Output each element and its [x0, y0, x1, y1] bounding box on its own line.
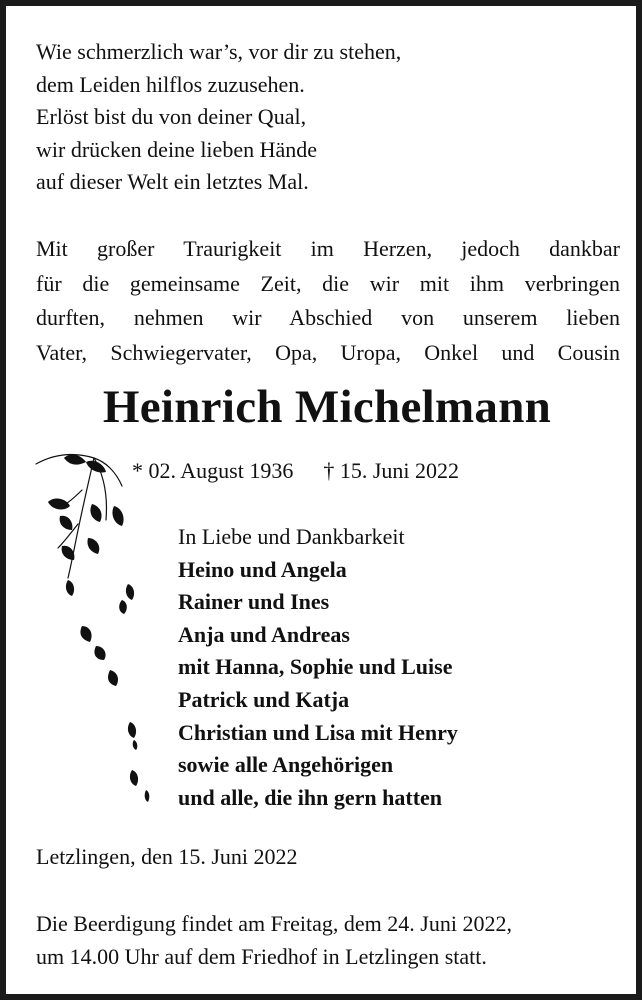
place-and-date: Letzlingen, den 15. Juni 2022: [36, 844, 298, 869]
life-dates: [132, 458, 459, 484]
birch-branch-icon: [34, 450, 154, 820]
death-date: † 15. Juni 2022: [323, 458, 460, 483]
poem-line: wir drücken deine lieben Hände: [36, 136, 317, 162]
mourner-entry: sowie alle Angehörigen: [178, 752, 394, 778]
paragraph-line: Mit großer Traurigkeit im Herzen, jedoch dankbar: [36, 236, 620, 261]
mourners-list: [178, 521, 458, 814]
paragraph-line: Vater, Schwiegervater, Opa, Uropa, Onkel und Cousin: [36, 339, 620, 365]
deceased-name: Heinrich Michelmann: [102, 381, 552, 433]
mourner-entry: Heino und Angela: [178, 556, 347, 582]
funeral-line: um 14.00 Uhr auf dem Friedhof in Letzlingen statt.: [36, 943, 487, 969]
paragraph-line: für die gemeinsame Zeit, die wir mit ihm verbringen: [36, 270, 620, 296]
mourner-entry: und alle, die ihn gern hatten: [178, 784, 443, 810]
funeral-line: Die Beerdigung findet am Freitag, dem 24. Juni 2022,: [36, 911, 512, 936]
mourner-entry: mit Hanna, Sophie und Luise: [178, 654, 453, 680]
mourner-entry: Anja und Andreas: [178, 621, 350, 647]
funeral-info: [36, 908, 512, 973]
mourners-heading: In Liebe und Dankbarkeit: [178, 524, 405, 549]
paragraph-line: durften, nehmen wir Abschied von unserem lieben: [36, 305, 620, 330]
birth-date: * 02. August 1936: [132, 458, 294, 483]
memorial-poem: [36, 36, 626, 199]
poem-line: Erlöst bist du von deiner Qual,: [36, 104, 307, 129]
mourner-entry: Rainer und Ines: [178, 589, 330, 615]
farewell-paragraph: [36, 232, 620, 370]
mourner-entry: Christian und Lisa mit Henry: [178, 719, 458, 745]
poem-line: dem Leiden hilflos zuzusehen.: [36, 71, 305, 97]
mourner-entry: Patrick und Katja: [178, 686, 350, 712]
poem-line: auf dieser Welt ein letztes Mal.: [36, 169, 309, 194]
poem-line: Wie schmerzlich war’s, vor dir zu stehen,: [36, 39, 402, 64]
